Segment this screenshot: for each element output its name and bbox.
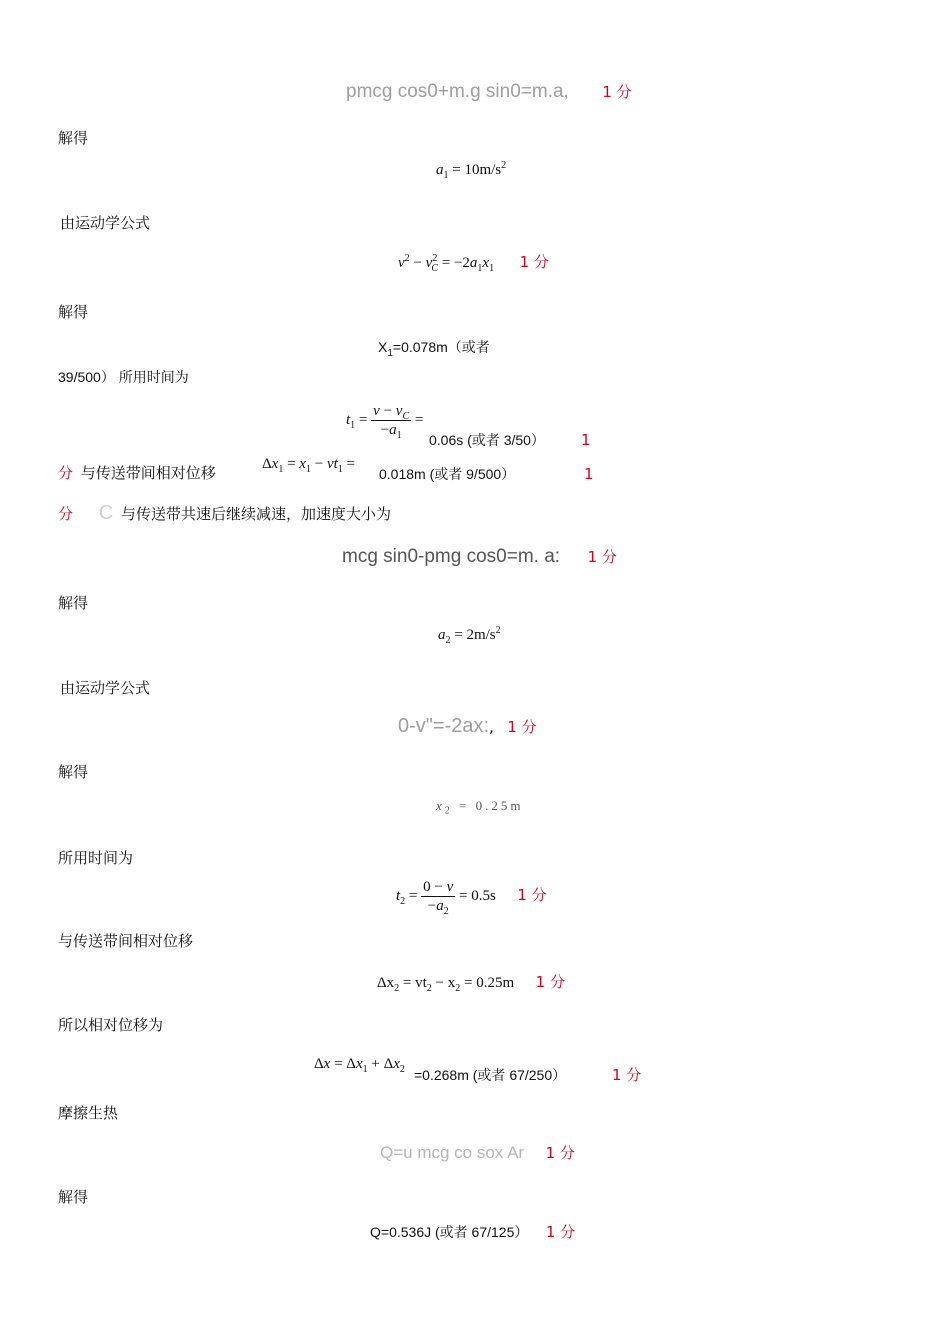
fraction: $\frac{v - v_C}{-a_1}$ <box>373 403 410 441</box>
result-q <box>370 1222 575 1243</box>
label-c-mark: C <box>98 502 114 524</box>
value-delta-x1: 0.018m (或者 9/500） <box>379 466 516 482</box>
formula-t2: $t_2$ = $\frac{0 - v}{-a_2}$ = 0.5s 1 分 <box>396 879 547 917</box>
score-mark: 1 分 <box>587 548 617 566</box>
label-time: 所用时间为 <box>58 849 134 867</box>
label-jiede: 解得 <box>58 763 89 781</box>
label-jiede: 解得 <box>58 594 89 612</box>
formula-a1 <box>436 160 506 180</box>
formula-delta-x1: $\Delta x_1 = x_1 - vt_1$ = <box>262 456 355 475</box>
label-relative-displacement: 与传送带间相对位移 <box>80 464 216 482</box>
label-jiede: 解得 <box>58 1188 89 1206</box>
comma: , <box>489 718 494 736</box>
formula-line-1 <box>346 82 632 103</box>
score-mark: 1 分 <box>517 885 547 904</box>
label-jiede: 解得 <box>58 303 89 321</box>
line-co-speed <box>58 503 391 525</box>
sup: 2 <box>501 160 507 171</box>
var-x: x <box>436 798 445 813</box>
result-x1-continued: 39/500） 所用时间为 <box>58 369 189 385</box>
score-mark: 1 分 <box>545 1223 576 1241</box>
score-mark: 1 分 <box>507 718 537 736</box>
value-delta-x2: = 0.25m <box>460 975 515 991</box>
value-t2: = 0.5s <box>459 887 496 904</box>
label-relative-displacement: 与传送带间相对位移 <box>58 932 194 950</box>
result-x1 <box>378 337 490 357</box>
value-x2: = 0.25m <box>459 798 524 813</box>
sub: 2 <box>445 635 451 646</box>
score-mark: 1 分 <box>612 1066 642 1084</box>
formula-line-2 <box>342 547 617 568</box>
score-mark: 1 <box>581 431 591 449</box>
sub: 2 <box>394 983 400 994</box>
value-a1: = 10m/s <box>452 162 502 178</box>
formula-t1: $t_1$ = $\frac{v - v_C}{-a_1}$ = <box>346 403 424 441</box>
line-relative-1 <box>58 463 216 484</box>
label-friction-heat: 摩擦生热 <box>58 1104 119 1122</box>
sup: 2 <box>495 625 501 636</box>
value-delta-x-total: =0.268m (或者 67/250） <box>414 1067 567 1083</box>
formula-delta-x2 <box>377 972 565 993</box>
expr: = vt <box>402 975 427 991</box>
sub: 2 <box>455 983 461 994</box>
formula-x2 <box>436 796 523 816</box>
score-unit: 分 <box>58 505 74 523</box>
sub: 2 <box>444 805 453 817</box>
formula-force-balance-1: pmcg cos0+m.g sin0=m.a, <box>346 81 569 102</box>
sub: 2 <box>426 983 432 994</box>
formula-delta-x-total: $\Delta x = \Delta x_1 + \Delta x_2$ <box>314 1056 405 1075</box>
text-co-speed: 与传送带共速后继续减速，加速度大小为 <box>120 505 391 523</box>
formula-line-3 <box>398 716 537 738</box>
sub: 1 <box>387 347 393 359</box>
formula-force-balance-2: mcg sin0-pmg cos0=m. a: <box>342 546 561 567</box>
value-x1: =0.078m（或者 <box>392 339 490 355</box>
value-a2: = 2m/s <box>454 627 496 643</box>
sub: 1 <box>443 170 449 181</box>
label-kinematics: 由运动学公式 <box>60 214 151 232</box>
formula-line-4 <box>380 1143 575 1164</box>
expr: − x <box>431 975 456 991</box>
label-jiede: 解得 <box>58 129 89 147</box>
score-mark: 1 分 <box>535 973 565 991</box>
score-mark: 1 分 <box>545 1144 575 1162</box>
formula-kinematics-2: 0-v"=-2ax: <box>398 715 490 737</box>
value-q: Q=0.536J (或者 67/125） <box>370 1224 529 1240</box>
label-total-displacement: 所以相对位移为 <box>58 1016 164 1034</box>
score-unit: 分 <box>58 464 74 482</box>
formula-a2 <box>438 625 501 645</box>
score-mark: 1 分 <box>602 83 632 101</box>
var-x: X <box>378 339 388 355</box>
var-a: a <box>438 627 446 643</box>
label-kinematics: 由运动学公式 <box>60 679 151 697</box>
fraction: $\frac{0 - v}{-a_2}$ <box>423 879 454 917</box>
var-delta-x: Δx <box>377 975 395 991</box>
value-t1: 0.06s (或者 3/50） <box>429 432 545 448</box>
score-mark: 1 分 <box>519 253 549 271</box>
score-mark: 1 <box>584 465 594 483</box>
var-a: a <box>436 162 444 178</box>
formula-kinematics-1: $v^2 - v^2_C = -2a_1x_1$ 1 分 <box>398 253 549 274</box>
formula-heat: Q=u mcg co sox Ar <box>380 1143 525 1162</box>
